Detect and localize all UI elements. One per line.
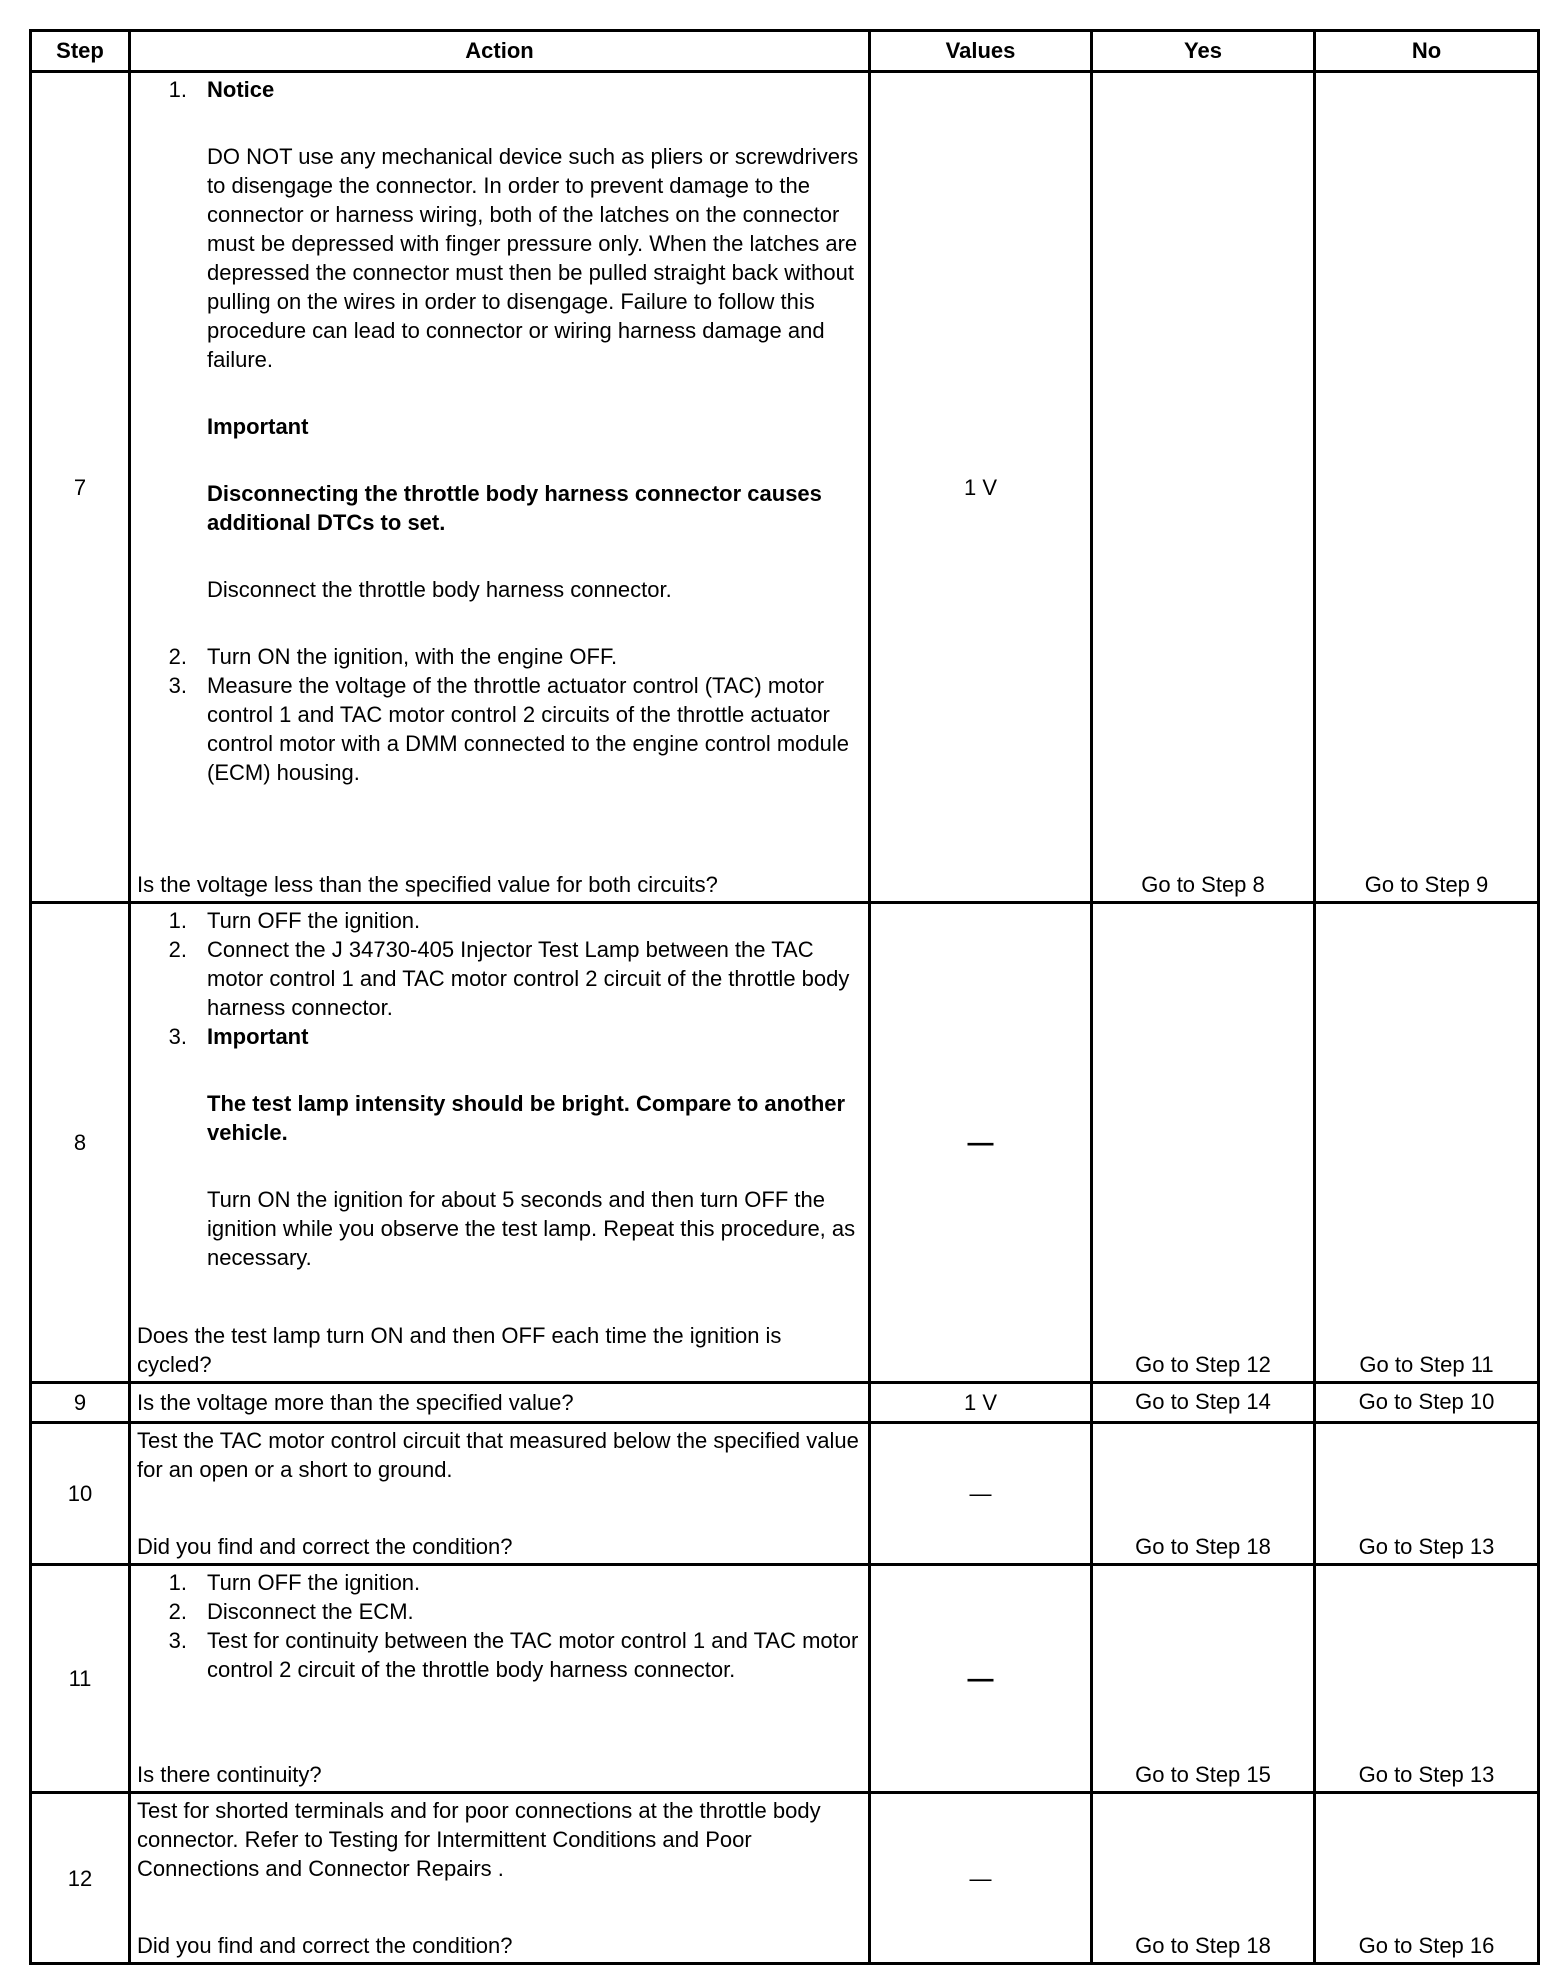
action-text: Test the TAC motor control circuit that measured below the specified value for an open or a short to ground. xyxy=(137,1428,859,1482)
yes-link[interactable]: Go to Step 18 xyxy=(1092,1793,1315,1964)
list-number: 1. xyxy=(168,77,187,102)
action-text: Test for shorted terminals and for poor connections at the throttle body connector. Refer to Testing for Intermittent Conditions and Poor Connections and Connector Repairs . xyxy=(137,1798,821,1881)
yes-link[interactable]: Go to Step 18 xyxy=(1092,1423,1315,1565)
question-text: Did you find and correct the condition? xyxy=(137,1933,513,1958)
list-number: 3. xyxy=(168,1024,187,1049)
step-10-row xyxy=(31,1423,1539,1565)
step-7-row xyxy=(31,72,1539,903)
list-number: 2. xyxy=(168,1599,187,1624)
action-text: Turn ON the ignition for about 5 seconds and then turn OFF the ignition while you observe the test lamp. Repeat this procedure, as necessary. xyxy=(207,1187,856,1270)
step-12-row xyxy=(31,1793,1539,1964)
step-9-row xyxy=(31,1383,1539,1423)
question-text: Is there continuity? xyxy=(137,1762,322,1787)
action-text: Disconnect the throttle body harness connector. xyxy=(207,577,672,602)
no-link[interactable]: Go to Step 9 xyxy=(1315,72,1539,903)
header-action: Action xyxy=(130,31,870,72)
important-heading: Important xyxy=(207,414,309,439)
step-8-row xyxy=(31,903,1539,1383)
yes-link[interactable]: Go to Step 8 xyxy=(1092,72,1315,903)
step-number: 8 xyxy=(31,903,130,1383)
yes-link[interactable]: Go to Step 12 xyxy=(1092,903,1315,1383)
question-text: Did you find and correct the condition? xyxy=(137,1534,513,1559)
action-cell xyxy=(130,72,870,903)
no-link[interactable]: Go to Step 13 xyxy=(1315,1423,1539,1565)
list-number: 3. xyxy=(168,673,187,698)
value-cell: — xyxy=(870,1793,1092,1964)
list-item: Connect the J 34730-405 Injector Test Lamp between the TAC motor control 1 and TAC motor control 2 circuit of the throttle body harness connector. xyxy=(207,937,850,1020)
value-cell: — xyxy=(870,1423,1092,1565)
list-item: Turn ON the ignition, with the engine OFF. xyxy=(207,644,618,669)
no-link[interactable]: Go to Step 16 xyxy=(1315,1793,1539,1964)
action-cell xyxy=(130,1565,870,1793)
list-item: Turn OFF the ignition. xyxy=(207,1570,421,1595)
header-row xyxy=(31,31,1539,72)
question-text: Is the voltage more than the specified value? xyxy=(137,1390,574,1415)
question-text: Does the test lamp turn ON and then OFF each time the ignition is cycled? xyxy=(137,1323,782,1377)
list-number: 2. xyxy=(168,937,187,962)
important-text: The test lamp intensity should be bright. Compare to another vehicle. xyxy=(207,1091,846,1145)
header-values: Values xyxy=(870,31,1092,72)
yes-link[interactable]: Go to Step 15 xyxy=(1092,1565,1315,1793)
list-number: 2. xyxy=(168,644,187,669)
no-link[interactable]: Go to Step 11 xyxy=(1315,903,1539,1383)
step-11-row xyxy=(31,1565,1539,1793)
action-cell xyxy=(130,903,870,1383)
value-cell: 1 V xyxy=(870,72,1092,903)
important-heading: Important xyxy=(207,1024,309,1049)
notice-text: DO NOT use any mechanical device such as pliers or screwdrivers to disengage the connector. In order to prevent damage to the connector or harness wiring, both of the latches on the connector must be depressed with finger pressure only. When the latches are depressed the connector must then be pulled straight back without pulling on the wires in order to disengage. Failure to follow this procedure can lead to connector or wiring harness damage and failure. xyxy=(207,144,859,372)
header-no: No xyxy=(1315,31,1539,72)
header-yes: Yes xyxy=(1092,31,1315,72)
question-text: Is the voltage less than the specified value for both circuits? xyxy=(137,872,718,897)
list-item: Turn OFF the ignition. xyxy=(207,908,421,933)
step-number: 9 xyxy=(31,1383,130,1423)
list-number: 3. xyxy=(168,1628,187,1653)
action-cell xyxy=(130,1793,870,1964)
value-cell: — xyxy=(870,903,1092,1383)
notice-heading: Notice xyxy=(207,77,275,102)
step-number: 12 xyxy=(31,1793,130,1964)
list-item: Disconnect the ECM. xyxy=(207,1599,414,1624)
action-cell xyxy=(130,1423,870,1565)
value-cell: — xyxy=(870,1565,1092,1793)
step-number: 7 xyxy=(31,72,130,903)
action-cell xyxy=(130,1383,870,1423)
list-item: Test for continuity between the TAC motor control 1 and TAC motor control 2 circuit of the throttle body harness connector. xyxy=(207,1628,859,1682)
step-number: 11 xyxy=(31,1565,130,1793)
yes-link[interactable]: Go to Step 14 xyxy=(1092,1383,1315,1423)
diagnostic-table xyxy=(29,29,1540,1965)
no-link[interactable]: Go to Step 10 xyxy=(1315,1383,1539,1423)
list-number: 1. xyxy=(168,1570,187,1595)
header-step: Step xyxy=(31,31,130,72)
step-number: 10 xyxy=(31,1423,130,1565)
important-text: Disconnecting the throttle body harness connector causes additional DTCs to set. xyxy=(207,481,822,535)
no-link[interactable]: Go to Step 13 xyxy=(1315,1565,1539,1793)
list-item: Measure the voltage of the throttle actuator control (TAC) motor control 1 and TAC motor control 2 circuits of the throttle actuator control motor with a DMM connected to the engine control module (ECM) housing. xyxy=(207,673,849,785)
value-cell: 1 V xyxy=(870,1383,1092,1423)
list-number: 1. xyxy=(168,908,187,933)
